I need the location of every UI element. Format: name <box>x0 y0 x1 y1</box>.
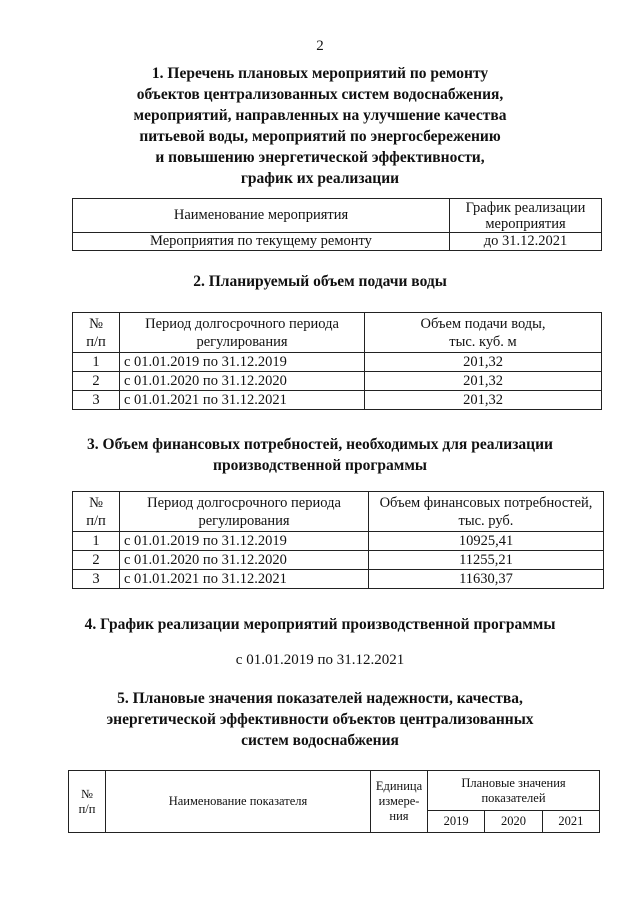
row-num: 2 <box>73 372 120 391</box>
header-activity-name: Наименование мероприятия <box>73 199 450 233</box>
row-num: 3 <box>73 570 120 589</box>
row-value: 201,32 <box>365 372 602 391</box>
table-row <box>73 372 602 391</box>
section2-title: 2. Планируемый объем подачи воды <box>193 273 447 290</box>
table-row <box>73 353 602 372</box>
row-value: 201,32 <box>365 391 602 410</box>
water-supply-table <box>72 312 602 410</box>
activity-name: Мероприятия по текущему ремонту <box>73 233 450 251</box>
header-year-2021: 2021 <box>542 811 599 833</box>
page-number: 2 <box>316 38 324 54</box>
header-num: № п/п <box>73 313 120 353</box>
row-period: с 01.01.2021 по 31.12.2021 <box>120 570 369 589</box>
header-financial-volume: Объем финансовых потребностей, тыс. руб. <box>369 492 604 532</box>
header-period: Период долгосрочного периода регулирования <box>120 492 369 532</box>
row-period: с 01.01.2019 по 31.12.2019 <box>120 532 369 551</box>
row-num: 2 <box>73 551 120 570</box>
financial-needs-table <box>72 491 604 589</box>
table-row <box>73 391 602 410</box>
section3-title: 3. Объем финансовых потребностей, необходимых для реализации производственной программы <box>87 436 553 474</box>
section4-title: 4. График реализации мероприятий производственной программы <box>84 616 556 633</box>
section5-title: 5. Плановые значения показателей надежности, качества, энергетической эффективности объектов централизованных систем водоснабжения <box>106 690 534 749</box>
header-num: № п/п <box>69 771 106 833</box>
table-row <box>73 532 604 551</box>
indicators-table <box>68 770 600 833</box>
row-num: 1 <box>73 353 120 372</box>
header-year-2020: 2020 <box>485 811 542 833</box>
table-row <box>73 570 604 589</box>
header-water-volume: Объем подачи воды, тыс. куб. м <box>365 313 602 353</box>
header-num: № п/п <box>73 492 120 532</box>
header-year-2019: 2019 <box>428 811 485 833</box>
section4-period: с 01.01.2019 по 31.12.2021 <box>235 652 405 668</box>
header-indicator-name: Наименование показателя <box>106 771 371 833</box>
section1-title: 1. Перечень плановых мероприятий по ремонту объектов централизованных систем водоснабжения, мероприятий, направленных на улучшение качества питьевой воды, мероприятий по энергосбережению и повышению энергетической эффективности, график их реализации <box>133 65 507 187</box>
row-num: 3 <box>73 391 120 410</box>
table-row <box>73 551 604 570</box>
row-period: с 01.01.2019 по 31.12.2019 <box>120 353 365 372</box>
row-period: с 01.01.2020 по 31.12.2020 <box>120 551 369 570</box>
row-value: 11255,21 <box>369 551 604 570</box>
header-unit: Единица измере- ния <box>371 771 428 833</box>
table-row <box>73 233 602 251</box>
header-schedule: График реализации мероприятия <box>450 199 602 233</box>
header-plan-values: Плановые значения показателей <box>428 771 600 811</box>
row-value: 201,32 <box>365 353 602 372</box>
activity-schedule: до 31.12.2021 <box>450 233 602 251</box>
row-value: 11630,37 <box>369 570 604 589</box>
row-period: с 01.01.2020 по 31.12.2020 <box>120 372 365 391</box>
row-value: 10925,41 <box>369 532 604 551</box>
header-period: Период долгосрочного периода регулирования <box>120 313 365 353</box>
row-num: 1 <box>73 532 120 551</box>
row-period: с 01.01.2021 по 31.12.2021 <box>120 391 365 410</box>
activities-table <box>72 198 602 251</box>
